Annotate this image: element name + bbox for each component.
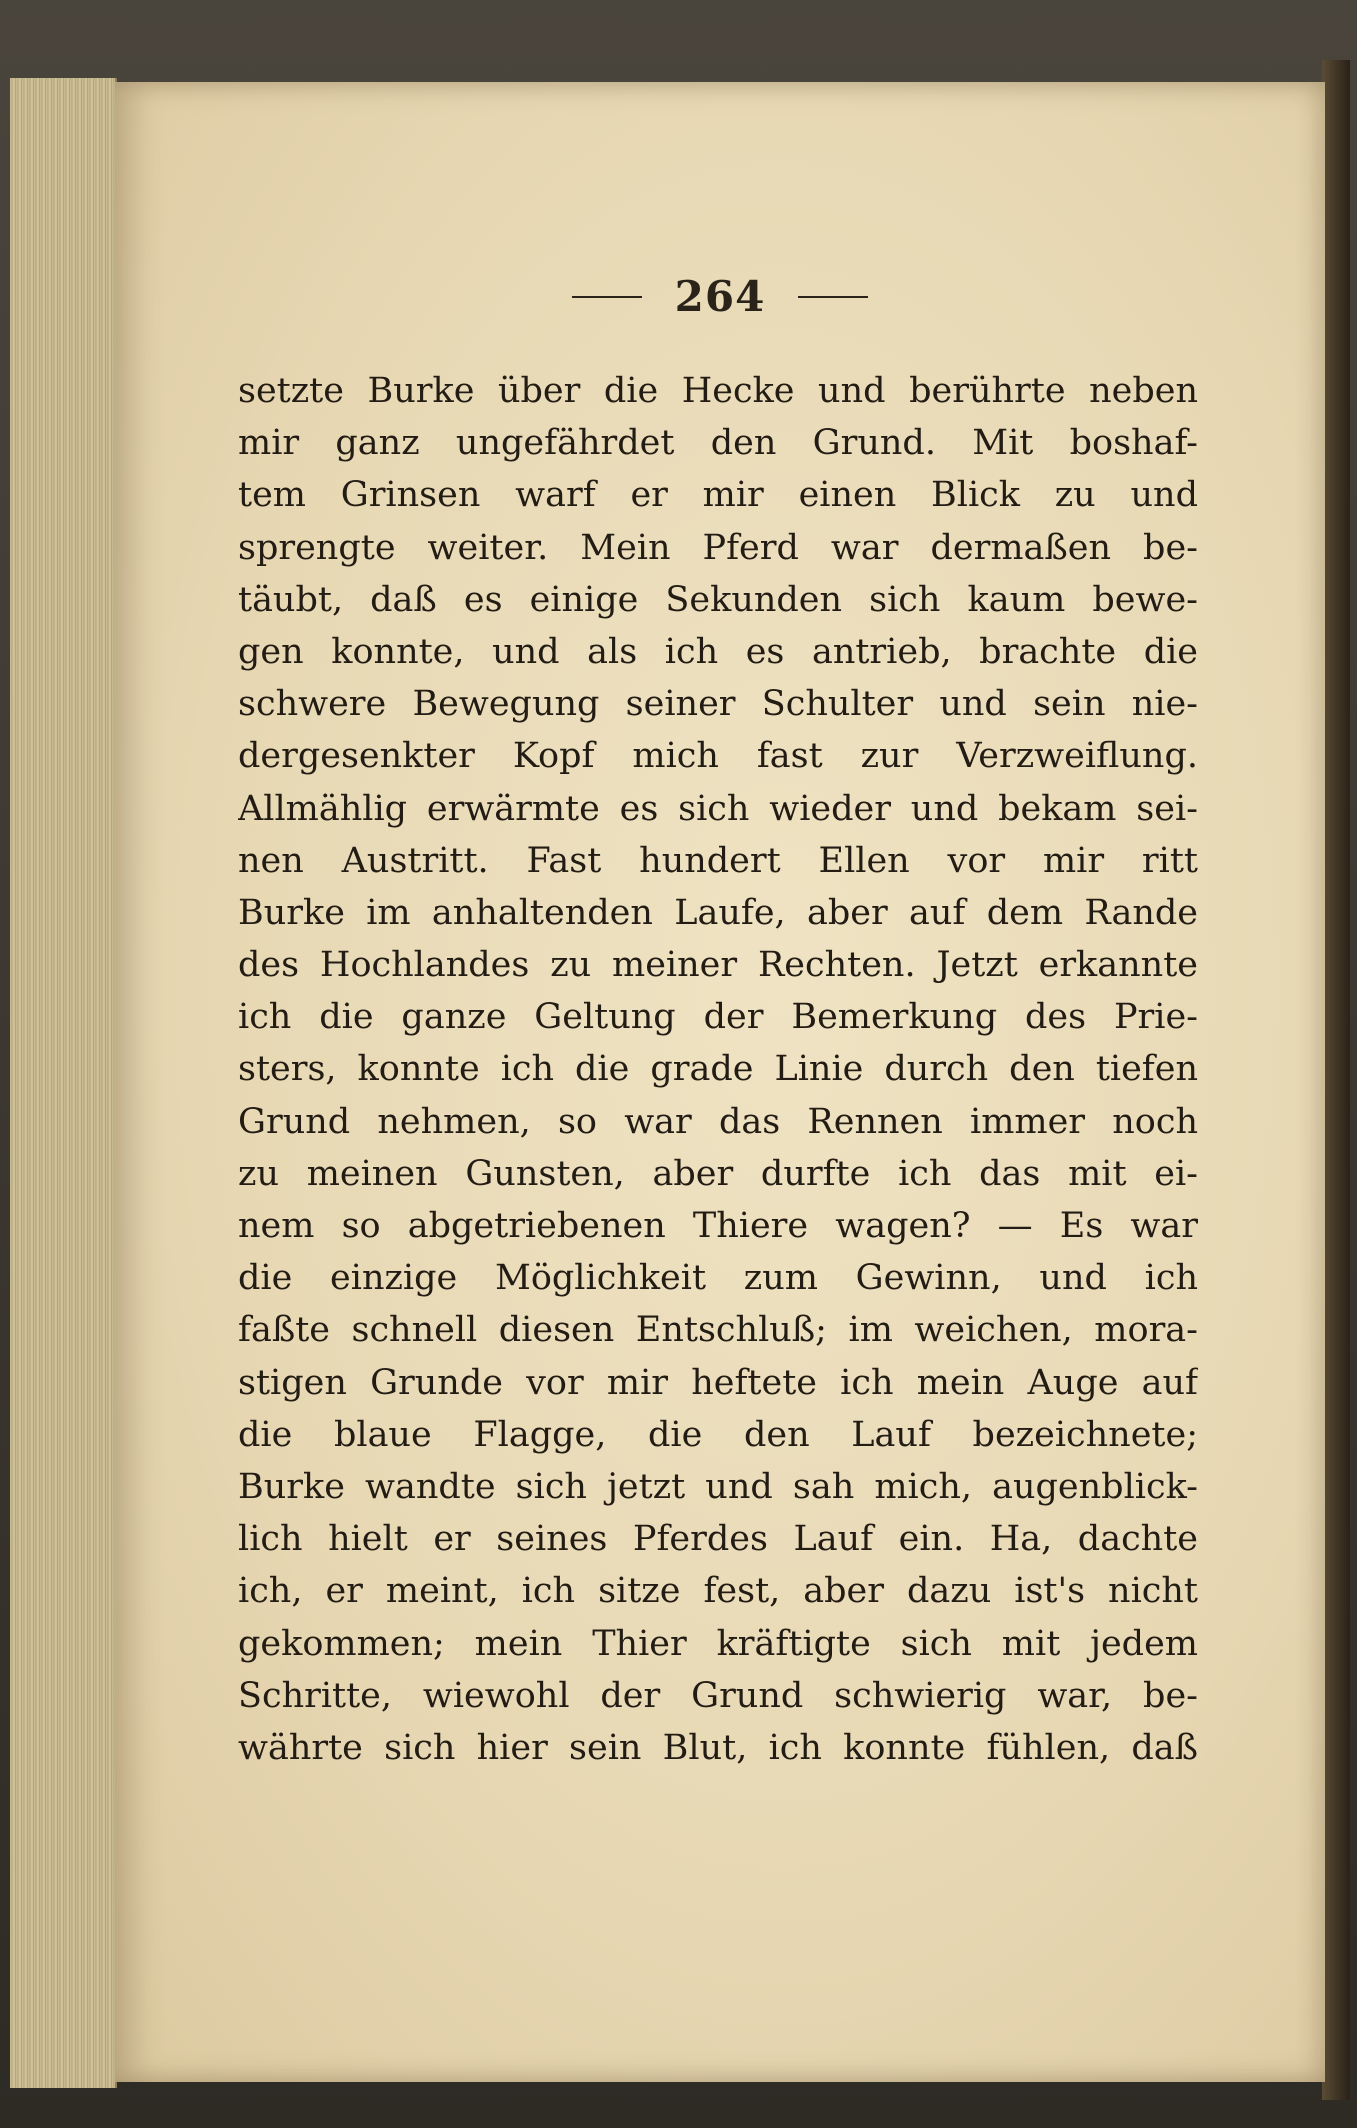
- text-line: gen konnte, und als ich es antrieb, brachte die: [238, 631, 1198, 672]
- text-line: sters, konnte ich die grade Linie durch den tiefen: [238, 1049, 1198, 1090]
- text-line: lich hielt er seines Pferdes Lauf ein. Ha, dachte: [238, 1519, 1198, 1560]
- text-line: Allmählig erwärmte es sich wieder und bekam sei-: [238, 788, 1198, 829]
- text-line: gekommen; mein Thier kräftigte sich mit jedem: [238, 1623, 1198, 1664]
- binding-edge: [1322, 60, 1350, 2100]
- text-line: währte sich hier sein Blut, ich konnte fühlen, daß: [238, 1727, 1198, 1768]
- text-line: sprengte weiter. Mein Pferd war dermaßen be-: [238, 527, 1198, 568]
- text-line: mir ganz ungefährdet den Grund. Mit boshaf-: [238, 423, 1198, 464]
- text-line: Burke wandte sich jetzt und sah mich, augenblick-: [238, 1466, 1198, 1507]
- text-line: nem so abgetriebenen Thiere wagen? — Es war: [238, 1206, 1198, 1246]
- body-text: [238, 365, 1198, 1774]
- text-line: Schritte, wiewohl der Grund schwierig war, be-: [238, 1675, 1198, 1716]
- page-edges: [10, 78, 117, 2088]
- text-line: des Hochlandes zu meiner Rechten. Jetzt erkannte: [238, 945, 1198, 986]
- text-line: stigen Grunde vor mir heftete ich mein Auge auf: [238, 1362, 1198, 1403]
- text-line: tem Grinsen warf er mir einen Blick zu und: [238, 475, 1198, 516]
- text-line: Grund nehmen, so war das Rennen immer noch: [238, 1101, 1198, 1142]
- page-number: 264: [674, 272, 766, 321]
- text-line: die blaue Flagge, die den Lauf bezeichnete;: [238, 1414, 1198, 1455]
- header-rule-left: [572, 296, 642, 298]
- text-line: zu meinen Gunsten, aber durfte ich das mit ei-: [238, 1153, 1198, 1194]
- text-line: ich, er meint, ich sitze fest, aber dazu ist's nicht: [238, 1571, 1198, 1612]
- text-line: schwere Bewegung seiner Schulter und sein nie-: [238, 684, 1198, 725]
- header-rule-right: [798, 296, 868, 298]
- text-line: die einzige Möglichkeit zum Gewinn, und ich: [238, 1258, 1198, 1299]
- text-line: faßte schnell diesen Entschluß; im weichen, mora-: [238, 1310, 1198, 1351]
- text-line: dergesenkter Kopf mich fast zur Verzweiflung.: [238, 736, 1198, 777]
- text-line: täubt, daß es einige Sekunden sich kaum bewe-: [238, 579, 1198, 620]
- text-line: setzte Burke über die Hecke und berührte neben: [238, 371, 1198, 411]
- text-line: Burke im anhaltenden Laufe, aber auf dem Rande: [238, 892, 1198, 933]
- page-header: [115, 272, 1325, 332]
- text-line: ich die ganze Geltung der Bemerkung des Prie-: [238, 997, 1198, 1038]
- text-line: nen Austritt. Fast hundert Ellen vor mir ritt: [238, 840, 1198, 881]
